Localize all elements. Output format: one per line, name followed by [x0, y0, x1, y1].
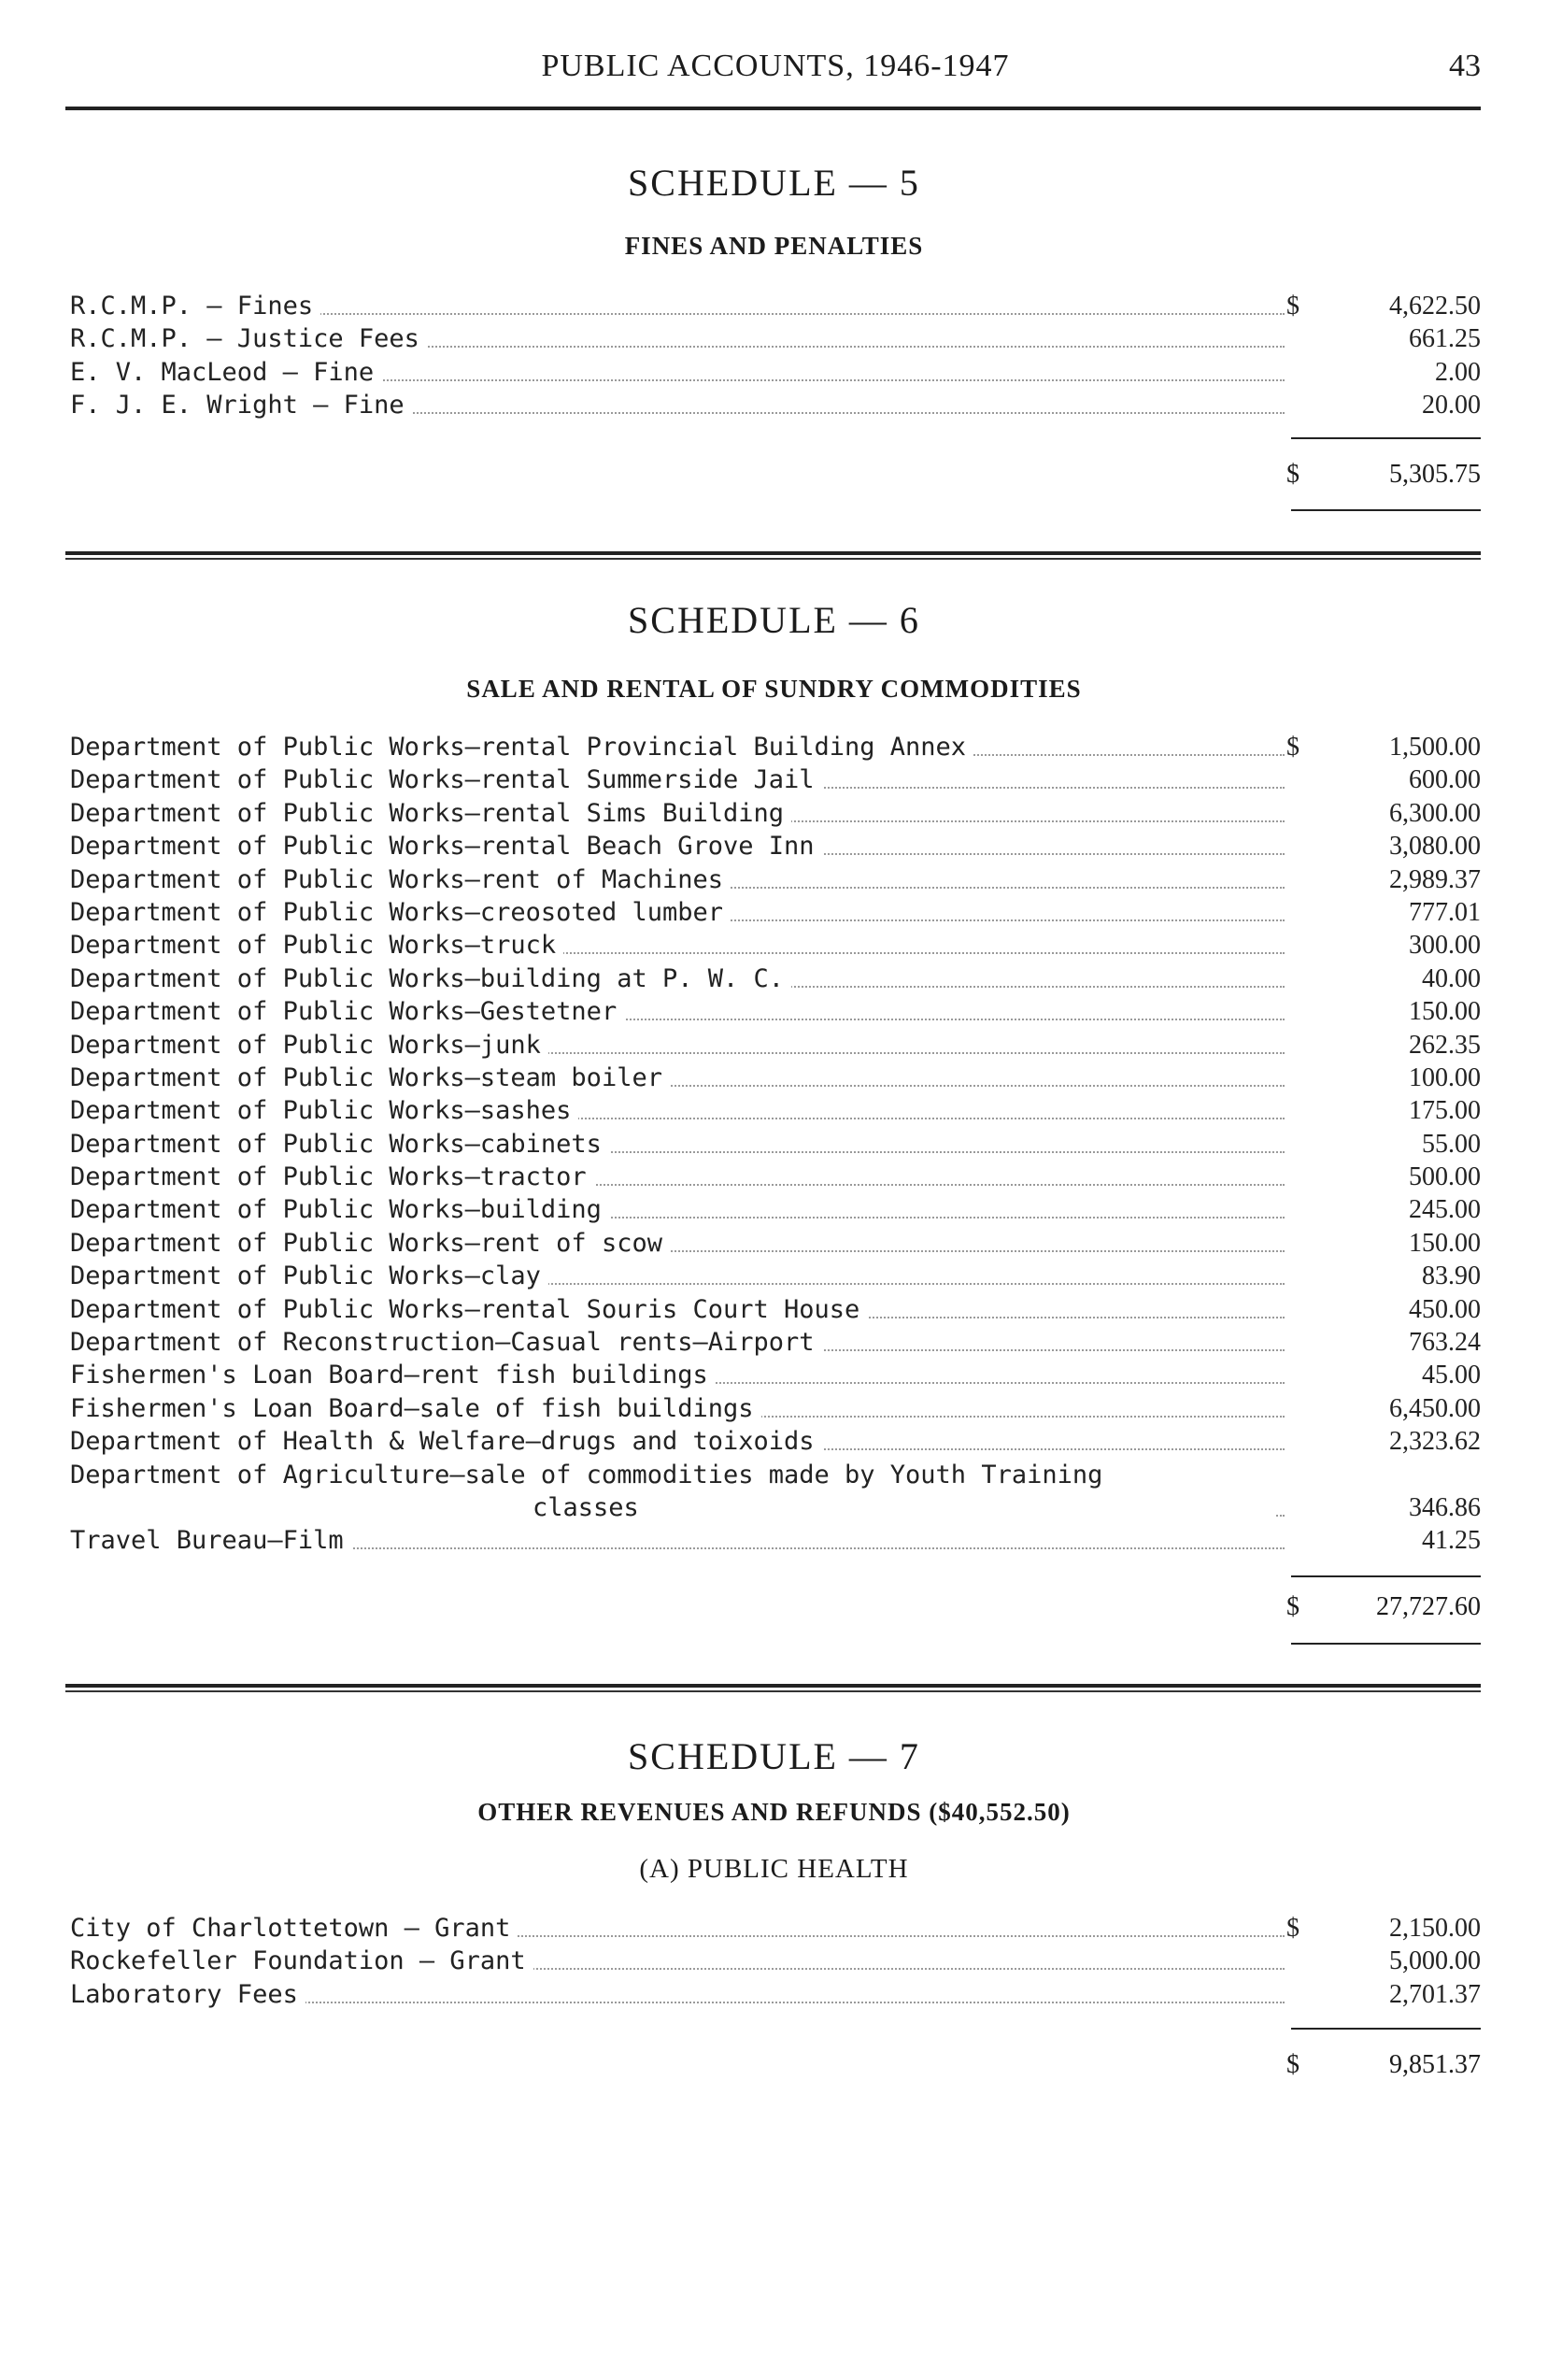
schedule-7-title: SCHEDULE — 7	[628, 1735, 920, 1777]
subtotal-rule	[1291, 437, 1481, 439]
schedule-5-title: SCHEDULE — 5	[628, 162, 920, 204]
row-amount: 777.01	[1409, 897, 1481, 927]
row-amount: 3,080.00	[1389, 832, 1481, 862]
schedule-5-subtitle: FINES AND PENALTIES	[624, 232, 924, 260]
row-label: Laboratory Fees	[70, 1978, 305, 2011]
schedule-7-row	[70, 1945, 1481, 1977]
schedule-5-row	[70, 290, 1481, 322]
row-label: Department of Public Works—creosoted lumber	[70, 896, 731, 929]
schedule-6-row	[70, 1425, 1481, 1458]
row-amount: 1,500.00	[1389, 733, 1481, 762]
schedule-6-row	[70, 1392, 1481, 1425]
row-amount: 100.00	[1409, 1062, 1481, 1092]
row-label: Fishermen's Loan Board—rent fish buildings	[70, 1359, 716, 1391]
row-amount: 4,622.50	[1389, 292, 1481, 321]
row-label: Travel Bureau—Film	[70, 1524, 351, 1557]
row-amount: 150.00	[1409, 997, 1481, 1027]
row-label	[70, 1459, 1275, 1525]
section-divider	[65, 1684, 1481, 1692]
row-label: E. V. MacLeod — Fine	[70, 356, 381, 389]
row-label: Department of Public Works—rental Beach Grove Inn	[70, 830, 822, 862]
subtotal-rule	[1291, 1575, 1481, 1577]
schedule-6-row	[70, 995, 1481, 1028]
row-amount: 150.00	[1409, 1228, 1481, 1258]
row-amount: 5,000.00	[1389, 1946, 1481, 1976]
schedule-6-row	[70, 1062, 1481, 1094]
row-label: Department of Public Works—junk	[70, 1029, 548, 1062]
schedule-7-subtitle: OTHER REVENUES AND REFUNDS ($40,552.50)	[477, 1798, 1071, 1826]
row-amount: 262.35	[1409, 1030, 1481, 1060]
row-label: Department of Public Works—Gestetner	[70, 995, 624, 1028]
row-amount: 346.86	[1409, 1492, 1481, 1522]
row-label: Department of Public Works—building at P. W. C.	[70, 962, 791, 995]
schedule-6-row	[70, 1260, 1481, 1292]
schedule-6-rows	[70, 731, 1481, 1558]
row-amount: 2,989.37	[1389, 864, 1481, 894]
row-label: R.C.M.P. — Justice Fees	[70, 322, 427, 355]
schedule-6-row	[70, 896, 1481, 929]
schedule-6-row	[70, 1161, 1481, 1193]
running-header	[70, 49, 1481, 95]
schedule-6-row	[70, 1359, 1481, 1391]
row-amount: 6,300.00	[1389, 798, 1481, 828]
total-amount: 27,727.60	[1376, 1592, 1481, 1621]
row-label: R.C.M.P. — Fines	[70, 290, 320, 322]
dollar-sign: $	[1286, 292, 1299, 321]
row-amount: 45.00	[1422, 1361, 1481, 1390]
subtotal-rule	[1291, 2028, 1481, 2030]
row-label: Department of Public Works—tractor	[70, 1161, 594, 1193]
schedule-6-row	[70, 929, 1481, 962]
row-amount: 600.00	[1409, 765, 1481, 795]
schedule-6-subtitle: SALE AND RENTAL OF SUNDRY COMMODITIES	[466, 675, 1082, 703]
dollar-sign: $	[1286, 1914, 1299, 1943]
row-amount: 2,150.00	[1389, 1914, 1481, 1943]
schedule-5-rows	[70, 290, 1481, 422]
row-label: Department of Public Works—rental Souris Court House	[70, 1293, 867, 1326]
schedule-6-row	[70, 1029, 1481, 1062]
row-amount: 500.00	[1409, 1162, 1481, 1192]
schedule-5-total	[70, 456, 1481, 493]
schedule-6-row	[70, 962, 1481, 995]
schedule-6-row	[70, 1524, 1481, 1557]
row-amount: 245.00	[1409, 1195, 1481, 1225]
dollar-sign: $	[1286, 733, 1299, 762]
schedule-5-row	[70, 356, 1481, 389]
schedule-5-row	[70, 322, 1481, 355]
schedule-7-row	[70, 1912, 1481, 1945]
row-label: Rockefeller Foundation — Grant	[70, 1945, 533, 1977]
row-label: Department of Public Works—rent of scow	[70, 1227, 670, 1260]
total-underline	[1291, 509, 1481, 511]
row-label-line-1: Department of Agriculture—sale of commodities made by Youth Training	[70, 1460, 1103, 1489]
schedule-5-row	[70, 389, 1481, 421]
schedule-7-section-heading: (A) PUBLIC HEALTH	[639, 1854, 909, 1884]
row-amount: 450.00	[1409, 1294, 1481, 1324]
row-label: Department of Public Works—building	[70, 1193, 609, 1226]
row-label: Department of Health & Welfare—drugs and toixoids	[70, 1425, 822, 1458]
row-label: Department of Public Works—steam boiler	[70, 1062, 670, 1094]
dollar-sign: $	[1286, 1592, 1299, 1621]
schedule-6-row	[70, 863, 1481, 896]
schedule-6-row	[70, 797, 1481, 830]
dollar-sign: $	[1286, 460, 1299, 489]
schedule-6-row	[70, 1227, 1481, 1260]
row-label: City of Charlottetown — Grant	[70, 1912, 518, 1945]
total-underline	[1291, 1643, 1481, 1645]
schedule-6-row	[70, 1293, 1481, 1326]
schedule-6-row	[70, 731, 1481, 763]
schedule-6-row	[70, 1326, 1481, 1359]
row-label: Department of Public Works—rental Sims Building	[70, 797, 791, 830]
row-amount: 175.00	[1409, 1096, 1481, 1126]
header-rule	[65, 107, 1481, 110]
schedule-6-row	[70, 1193, 1481, 1226]
row-amount: 2.00	[1435, 357, 1481, 387]
dollar-sign: $	[1286, 2050, 1299, 2079]
row-label: Department of Public Works—rent of Machines	[70, 863, 731, 896]
row-amount: 40.00	[1422, 963, 1481, 993]
row-label: Department of Reconstruction—Casual rents—Airport	[70, 1326, 822, 1359]
running-title: PUBLIC ACCOUNTS, 1946-1947	[541, 49, 1010, 83]
row-label: Fishermen's Loan Board—sale of fish buildings	[70, 1392, 761, 1425]
row-amount: 763.24	[1409, 1328, 1481, 1358]
row-label: Department of Public Works—rental Summerside Jail	[70, 763, 822, 796]
page-number: 43	[1449, 49, 1481, 83]
schedule-7-row	[70, 1978, 1481, 2011]
total-amount: 5,305.75	[1389, 460, 1481, 489]
row-amount: 55.00	[1422, 1129, 1481, 1159]
schedule-6-row	[70, 1128, 1481, 1161]
schedule-7-total	[70, 2046, 1481, 2084]
row-amount: 6,450.00	[1389, 1393, 1481, 1423]
total-amount: 9,851.37	[1389, 2050, 1481, 2079]
row-label: Department of Public Works—cabinets	[70, 1128, 609, 1161]
row-amount: 2,701.37	[1389, 1979, 1481, 2009]
schedule-6-row	[70, 763, 1481, 796]
row-label: Department of Public Works—clay	[70, 1260, 548, 1292]
row-amount: 300.00	[1409, 931, 1481, 961]
row-label: Department of Public Works—rental Provincial Building Annex	[70, 731, 973, 763]
row-label-line-2: classes	[533, 1493, 639, 1522]
schedule-7-rows	[70, 1912, 1481, 2011]
schedule-6-row	[70, 1459, 1481, 1525]
schedule-6-title: SCHEDULE — 6	[628, 599, 920, 641]
schedule-6-row	[70, 1094, 1481, 1127]
row-amount: 20.00	[1422, 391, 1481, 420]
row-amount: 661.25	[1409, 324, 1481, 354]
row-amount: 83.90	[1422, 1261, 1481, 1291]
section-divider	[65, 551, 1481, 560]
schedule-6-row	[70, 830, 1481, 862]
row-label: F. J. E. Wright — Fine	[70, 389, 412, 421]
row-label: Department of Public Works—truck	[70, 929, 563, 962]
row-amount: 2,323.62	[1389, 1427, 1481, 1457]
row-label: Department of Public Works—sashes	[70, 1094, 578, 1127]
schedule-6-total	[70, 1589, 1481, 1626]
row-amount: 41.25	[1422, 1526, 1481, 1556]
